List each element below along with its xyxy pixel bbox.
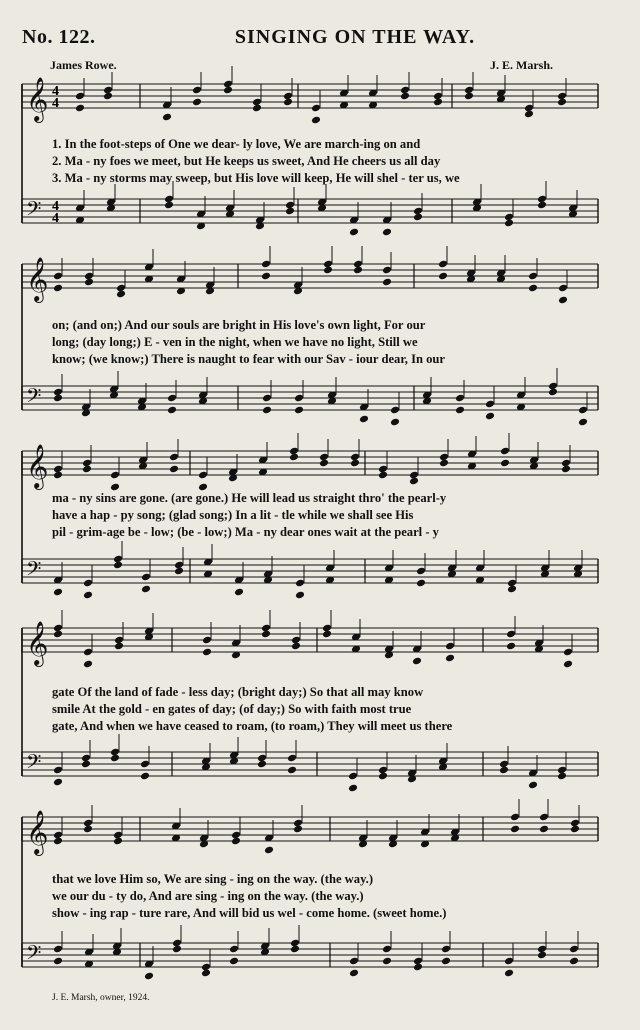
bass-clef-icon: 𝄢 (26, 197, 42, 225)
note-head (103, 92, 113, 101)
note-head (524, 110, 534, 119)
note-head (539, 825, 549, 834)
note-head (231, 837, 241, 846)
note-head (506, 642, 516, 651)
time-signature-top: 4 (52, 199, 59, 214)
note-head (359, 415, 369, 424)
note-head (290, 945, 300, 954)
treble-clef-icon: 𝄞 (26, 810, 49, 854)
note-head (84, 278, 94, 287)
time-signature-bottom: 4 (52, 96, 59, 111)
note-head (438, 272, 448, 281)
note-head (563, 660, 573, 669)
note-head (172, 945, 182, 954)
note-head (264, 846, 274, 855)
note-head (561, 465, 571, 474)
note-head (53, 471, 63, 480)
note-head (174, 567, 184, 576)
treble-clef-icon: 𝄞 (26, 444, 49, 488)
note-head (169, 465, 179, 474)
note-head (285, 207, 295, 216)
copyright-footer: J. E. Marsh, owner, 1924. (52, 993, 150, 1003)
note-head (257, 760, 267, 769)
note-head (295, 591, 305, 600)
lyric-line: pil - grim-age be - low; (be - low;) Ma - ny dear ones wait at the pearl - y (52, 525, 439, 539)
note-head (83, 825, 93, 834)
note-head (537, 951, 547, 960)
note-head (114, 642, 124, 651)
lyric-line: we our du - ty do, And are sing - ing on the way. (the way.) (52, 889, 364, 903)
note-head (528, 781, 538, 790)
note-head (569, 957, 579, 966)
note-head (464, 92, 474, 101)
note-head (164, 201, 174, 210)
note-head (167, 406, 177, 415)
note-head (416, 579, 426, 588)
note-head (557, 772, 567, 781)
note-head (201, 969, 211, 978)
note-head (53, 778, 63, 787)
note-head (113, 837, 123, 846)
note-head (53, 394, 63, 403)
note-head (116, 290, 126, 299)
note-head (287, 766, 297, 775)
lyric-line: know; (we know;) There is naught to fear with our Sav - iour dear, In our (52, 352, 446, 366)
note-head (162, 113, 172, 122)
note-head (349, 228, 359, 237)
note-head (192, 98, 202, 107)
bass-clef-icon: 𝄢 (26, 941, 42, 969)
treble-clef-icon: 𝄞 (26, 77, 49, 121)
note-head (53, 630, 63, 639)
note-head (110, 754, 120, 763)
lyric-line: long; (day long;) E - ven in the night, when we have no light, Still we (52, 335, 418, 349)
note-head (323, 266, 333, 275)
note-head (558, 296, 568, 305)
composer-credit: J. E. Marsh. (490, 58, 553, 72)
note-head (291, 642, 301, 651)
note-head (294, 406, 304, 415)
note-head (433, 98, 443, 107)
note-head (528, 284, 538, 293)
note-head (382, 228, 392, 237)
note-head (53, 588, 63, 597)
note-head (353, 266, 363, 275)
bass-clef-icon: 𝄢 (26, 750, 42, 778)
note-head (223, 86, 233, 95)
note-head (400, 92, 410, 101)
note-head (537, 201, 547, 210)
note-head (348, 784, 358, 793)
note-head (141, 585, 151, 594)
note-head (485, 412, 495, 421)
note-head (378, 471, 388, 480)
lyric-line: 3. Ma - ny storms may sweep, but His love will keep, He will shel - ter us, we (52, 171, 460, 185)
note-head (350, 459, 360, 468)
note-head (557, 98, 567, 107)
lyricist-credit: James Rowe. (50, 58, 117, 72)
bass-clef-icon: 𝄢 (26, 384, 42, 412)
lyric-line: that we love Him so, We are sing - ing on the way. (the way.) (52, 872, 374, 886)
lyric-line: on; (and on;) And our souls are bright in His love's own light, For our (52, 318, 426, 332)
note-head (413, 963, 423, 972)
note-head (578, 418, 588, 427)
note-head (322, 630, 332, 639)
note-head (455, 406, 465, 415)
note-head (234, 588, 244, 597)
note-head (53, 837, 63, 846)
note-head (311, 116, 321, 125)
note-head (548, 388, 558, 397)
time-signature-bottom: 4 (52, 211, 59, 226)
note-head (409, 477, 419, 486)
note-head (283, 98, 293, 107)
note-head (83, 660, 93, 669)
lyric-line: 1. In the foot-steps of One we dear- ly love, We are march-ing on and (52, 137, 421, 151)
note-head (82, 465, 92, 474)
note-head (507, 585, 517, 594)
note-head (382, 957, 392, 966)
note-head (439, 459, 449, 468)
note-head (382, 278, 392, 287)
note-head (293, 825, 303, 834)
note-head (441, 957, 451, 966)
note-head (390, 418, 400, 427)
note-head (289, 453, 299, 462)
note-head (261, 272, 271, 281)
note-head (319, 459, 329, 468)
bass-clef-icon: 𝄢 (26, 557, 42, 585)
time-signature-top: 4 (52, 84, 59, 99)
hymn-title: SINGING ON THE WAY. (234, 26, 476, 48)
hymn-number: No. 122. (22, 26, 96, 48)
note-head (53, 957, 63, 966)
note-head (53, 284, 63, 293)
note-head (378, 772, 388, 781)
lyric-line: smile At the gold - en gates of day; (of day;) So with faith most true (52, 702, 412, 716)
note-head (75, 104, 85, 113)
note-head (262, 406, 272, 415)
note-head (445, 654, 455, 663)
lyric-line: have a hap - py song; (glad song;) In a lit - tle while we shall see His (52, 508, 414, 522)
note-head (113, 561, 123, 570)
note-head (499, 766, 509, 775)
note-head (510, 825, 520, 834)
note-head (349, 969, 359, 978)
lyric-line: gate Of the land of fade - less day; (bright day;) So that all may know (52, 685, 424, 699)
note-head (412, 657, 422, 666)
note-head (144, 972, 154, 981)
note-head (570, 825, 580, 834)
note-head (252, 104, 262, 113)
lyric-line: ma - ny sins are gone. (are gone.) He will lead us straight thro' the pearl-y (52, 491, 447, 505)
note-head (81, 760, 91, 769)
treble-clef-icon: 𝄞 (26, 621, 49, 665)
treble-clef-icon: 𝄞 (26, 257, 49, 301)
note-head (504, 969, 514, 978)
note-head (229, 957, 239, 966)
lyric-line: 2. Ma - ny foes we meet, but He keeps us sweet, And He cheers us all day (52, 154, 441, 168)
note-head (140, 772, 150, 781)
note-head (83, 591, 93, 600)
lyric-line: gate, And when we have ceased to roam, (to roam,) They will meet us there (52, 719, 453, 733)
note-head (413, 213, 423, 222)
note-head (261, 630, 271, 639)
lyric-line: show - ing rap - ture rare, And will bid us wel - come home. (sweet home.) (52, 906, 447, 920)
note-head (202, 648, 212, 657)
note-head (500, 459, 510, 468)
note-head (504, 219, 514, 228)
